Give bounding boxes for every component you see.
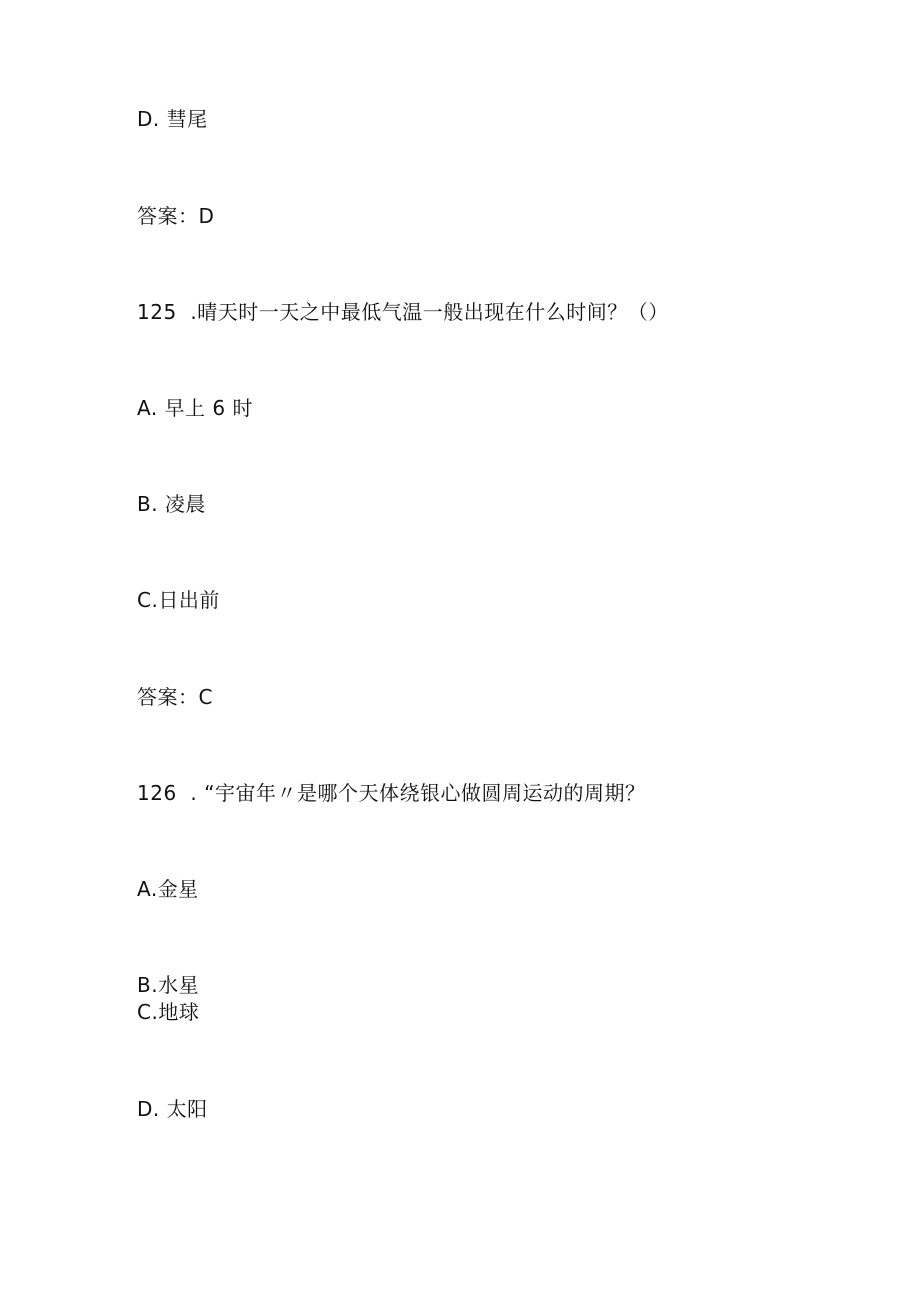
option-b: B. 凌晨 [137,492,206,516]
option-d-comet-tail: D. 彗尾 [137,107,208,131]
question-126: 126 . “宇宙年〃是哪个天体绕银心做圆周运动的周期？ [137,781,646,805]
question-125: 125 .晴天时一天之中最低气温一般出现在什么时间？（） [137,300,669,324]
answer-line: 答案：C [137,685,213,709]
option-c: C.地球 [137,1000,200,1024]
option-a: A. 早上 6 时 [137,396,253,420]
answer-line: 答案：D [137,204,215,228]
option-c: C.日出前 [137,588,220,612]
option-b: B.水星 [137,973,200,997]
option-a: A.金星 [137,877,199,901]
option-d: D. 太阳 [137,1097,208,1121]
